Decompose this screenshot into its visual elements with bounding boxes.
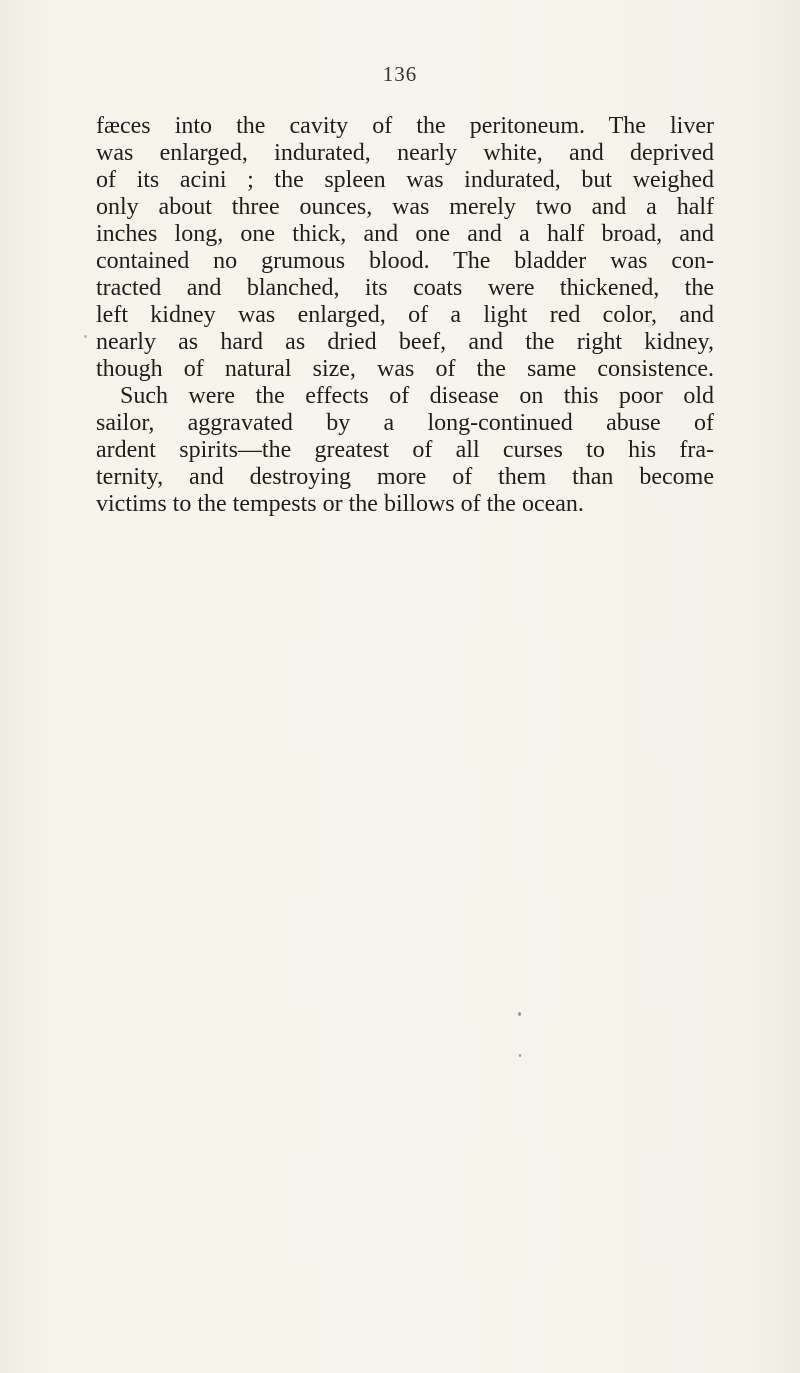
text-line: ternity, and destroying more of them than become (96, 464, 714, 490)
text-line: left kidney was enlarged, of a light red color, and (96, 302, 714, 328)
text-line: ardent spirits—the greatest of all curses to his fra- (96, 437, 714, 463)
paper-speck (518, 1012, 521, 1016)
text-line: though of natural size, was of the same consistence. (96, 356, 714, 382)
text-line: victims to the tempests or the billows of the ocean. (96, 491, 584, 517)
page-number: 136 (382, 62, 418, 86)
text-line: tracted and blanched, its coats were thickened, the (96, 275, 714, 301)
body-text (96, 113, 714, 518)
text-line: contained no grumous blood. The bladder was con- (96, 248, 714, 274)
text-line: nearly as hard as dried beef, and the right kidney, (96, 329, 714, 355)
text-line: of its acini ; the spleen was indurated, but weighed (96, 167, 714, 193)
text-line: was enlarged, indurated, nearly white, and deprived (96, 140, 714, 166)
text-line: fæces into the cavity of the peritoneum. The liver (96, 113, 714, 139)
paper-speck (84, 335, 87, 338)
text-line: only about three ounces, was merely two and a half (96, 194, 714, 220)
paper-speck (519, 1054, 521, 1057)
text-line: inches long, one thick, and one and a half broad, and (96, 221, 714, 247)
text-line: sailor, aggravated by a long-continued abuse of (96, 410, 714, 436)
text-line: Such were the effects of disease on this poor old (120, 383, 714, 409)
